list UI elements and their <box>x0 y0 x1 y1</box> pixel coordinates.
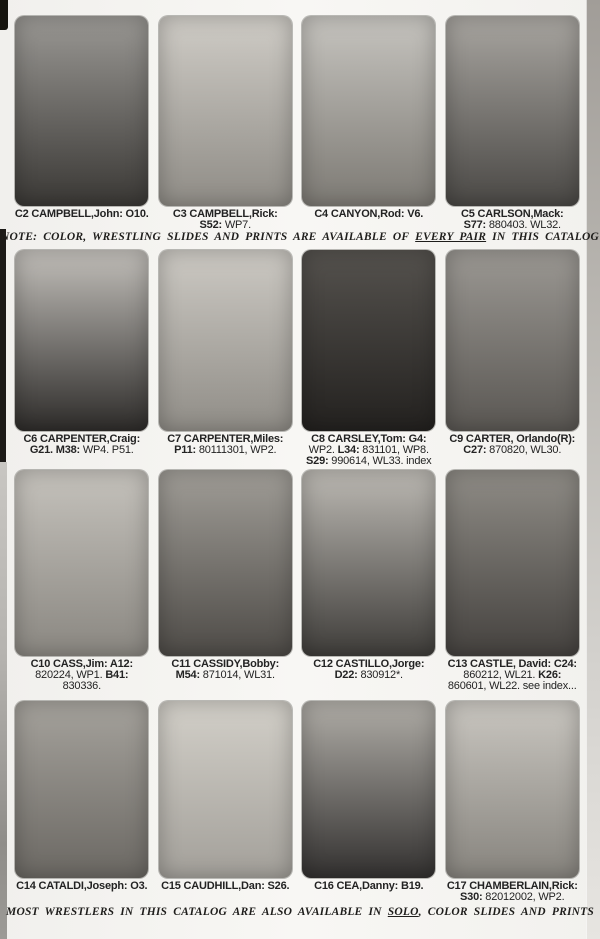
catalog-entry <box>154 470 298 692</box>
catalog-photo-placeholder <box>446 701 579 878</box>
caption-line: S30: 82012002, WP2. <box>460 891 565 903</box>
catalog-entry <box>10 16 154 231</box>
catalog-entry <box>297 470 441 692</box>
page-edge-shadow <box>586 0 600 939</box>
caption-line: G21. M38: WP4. P51. <box>29 444 134 456</box>
catalog-entry <box>441 701 585 903</box>
catalog-entry <box>297 16 441 231</box>
entry-caption <box>448 659 577 692</box>
caption-line: C17 CHAMBERLAIN,Rick: <box>446 880 578 892</box>
catalog-photo-placeholder <box>15 701 148 878</box>
entry-caption <box>161 881 289 892</box>
caption-line: C13 CASTLE, David: C24: <box>447 658 577 670</box>
catalog-photo-placeholder <box>446 470 579 656</box>
caption-line: C10 CASS,Jim: A12: <box>30 658 133 670</box>
bottom-note-prefix: MOST WRESTLERS IN THIS CATALOG ARE ALSO AVAILABLE IN <box>6 906 388 918</box>
caption-line: C6 CARPENTER,Craig: <box>23 433 141 445</box>
catalog-entry <box>441 250 585 467</box>
catalog-photo-placeholder <box>159 701 292 878</box>
catalog-entry <box>10 701 154 903</box>
caption-line: C5 CARLSON,Mack: <box>460 208 564 220</box>
scan-edge-left-gray <box>0 462 7 939</box>
entry-caption <box>167 434 283 456</box>
caption-line: C11 CASSIDY,Bobby: <box>171 658 280 670</box>
bottom-note-underlined: SOLO <box>387 906 419 918</box>
entry-caption <box>173 209 278 231</box>
caption-line: P11: 80111301, WP2. <box>174 444 277 456</box>
caption-line: WP2. L34: 831101, WP8. <box>308 444 429 456</box>
entry-caption <box>31 659 133 692</box>
caption-line: M54: 871014, WL31. <box>175 669 275 681</box>
caption-line: C15 CAUDHILL,Dan: S26. <box>161 880 290 892</box>
catalog-photo-placeholder <box>302 250 435 431</box>
entry-caption <box>313 659 424 681</box>
catalog-photo-placeholder <box>15 16 148 206</box>
catalog-row-2 <box>10 250 584 467</box>
catalog-photo-placeholder <box>159 16 292 206</box>
entry-caption <box>314 881 423 892</box>
scan-edge-left-dark <box>0 229 6 462</box>
entry-caption <box>449 434 575 456</box>
catalog-photo-placeholder <box>446 16 579 206</box>
top-note <box>0 231 600 243</box>
caption-line: C9 CARTER, Orlando(R): <box>449 433 576 445</box>
bottom-note-suffix: , COLOR SLIDES AND PRINTS <box>418 906 594 918</box>
entry-caption <box>314 209 423 220</box>
catalog-photo-placeholder <box>15 470 148 656</box>
entry-caption <box>15 209 149 220</box>
caption-line: S52: WP7. <box>199 219 251 231</box>
entry-caption <box>461 209 564 231</box>
catalog-row-3 <box>10 470 584 692</box>
caption-line: S77: 880403. WL32. <box>463 219 561 231</box>
catalog-row-4 <box>10 701 584 903</box>
entry-caption <box>16 881 147 892</box>
top-note-prefix: NOTE: COLOR, WRESTLING SLIDES AND PRINTS ARE AVAILABLE OF <box>1 231 416 243</box>
caption-line: 860212, WL21. K26: <box>463 669 562 681</box>
scan-artifact-top-left <box>0 0 8 30</box>
catalog-entry <box>10 250 154 467</box>
caption-line: C16 CEA,Danny: B19. <box>314 880 424 892</box>
caption-line: 860601, WL22. see index... <box>447 680 577 692</box>
catalog-photo-placeholder <box>446 250 579 431</box>
entry-caption <box>447 881 578 903</box>
catalog-entry <box>154 701 298 903</box>
caption-line: C3 CAMPBELL,Rick: <box>172 208 278 220</box>
caption-line: D22: 830912*. <box>334 669 403 681</box>
entry-caption <box>306 434 431 467</box>
bottom-note <box>0 906 600 918</box>
top-note-underlined: EVERY PAIR <box>415 231 487 243</box>
catalog-entry <box>441 470 585 692</box>
caption-line: C7 CARPENTER,Miles: <box>167 433 284 445</box>
catalog-photo-placeholder <box>159 470 292 656</box>
catalog-entry <box>297 701 441 903</box>
caption-line: C2 CAMPBELL,John: O10. <box>14 208 149 220</box>
catalog-entry <box>10 470 154 692</box>
caption-line: C14 CATALDI,Joseph: O3. <box>16 880 148 892</box>
catalog-photo-placeholder <box>159 250 292 431</box>
catalog-photo-placeholder <box>302 701 435 878</box>
caption-line: S29: 990614, WL33. index <box>306 455 432 467</box>
catalog-entry <box>154 16 298 231</box>
top-note-suffix: IN THIS CATALOG <box>486 231 599 243</box>
caption-line: C12 CASTILLO,Jorge: <box>313 658 425 670</box>
catalog-entry <box>297 250 441 467</box>
catalog-row-1 <box>10 16 584 231</box>
entry-caption <box>171 659 279 681</box>
catalog-entry <box>154 250 298 467</box>
caption-line: 820224, WP1. B41: <box>35 669 129 681</box>
catalog-photo-placeholder <box>302 16 435 206</box>
caption-line: C8 CARSLEY,Tom: G4: <box>311 433 427 445</box>
caption-line: C27: 870820, WL30. <box>463 444 562 456</box>
caption-line: C4 CANYON,Rod: V6. <box>314 208 424 220</box>
entry-caption <box>23 434 140 456</box>
catalog-photo-placeholder <box>15 250 148 431</box>
catalog-entry <box>441 16 585 231</box>
catalog-photo-placeholder <box>302 470 435 656</box>
caption-line: 830336. <box>62 680 101 692</box>
